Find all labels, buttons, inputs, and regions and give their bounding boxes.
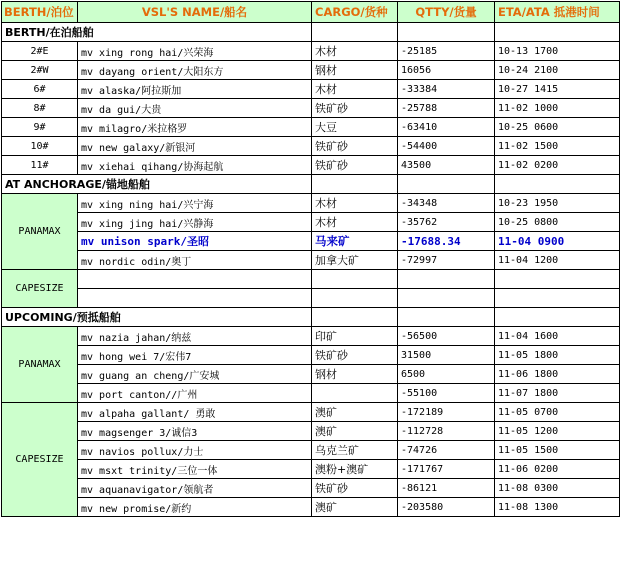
cargo-cell: 铁矿砂: [312, 99, 398, 118]
empty-cell: [398, 270, 495, 289]
section-title: AT ANCHORAGE/锚地船舶: [2, 175, 312, 194]
eta-cell: 10-25 0800: [495, 213, 620, 232]
quantity-cell: -203580: [398, 498, 495, 517]
vessel-name-cell: mv alpaha gallant/ 勇敢: [78, 403, 312, 422]
group-label: PANAMAX: [2, 327, 78, 403]
vessel-name-cell: mv new galaxy/新银河: [78, 137, 312, 156]
section-eta-empty: [495, 175, 620, 194]
vessel-row: [2, 479, 620, 498]
eta-cell: 11-06 1800: [495, 365, 620, 384]
cargo-cell: 印矿: [312, 327, 398, 346]
vessel-name-cell: mv hong wei 7/宏伟7: [78, 346, 312, 365]
quantity-cell: -72997: [398, 251, 495, 270]
quantity-cell: -74726: [398, 441, 495, 460]
eta-cell: 11-02 1000: [495, 99, 620, 118]
eta-cell: 11-02 1500: [495, 137, 620, 156]
quantity-cell: -35762: [398, 213, 495, 232]
header-vessel-name: VSL'S NAME/船名: [78, 2, 312, 23]
section-eta-empty: [495, 308, 620, 327]
quantity-cell: -86121: [398, 479, 495, 498]
berth-cell: 2#W: [2, 61, 78, 80]
empty-cell: [78, 289, 312, 308]
berth-cell: 2#E: [2, 42, 78, 61]
vessel-row: [2, 118, 620, 137]
vessel-row: [2, 194, 620, 213]
vessel-name-cell: mv unison spark/圣昭: [78, 232, 312, 251]
eta-cell: 11-08 0300: [495, 479, 620, 498]
vessel-name-cell: mv dayang orient/大阳东方: [78, 61, 312, 80]
eta-cell: 11-02 0200: [495, 156, 620, 175]
eta-cell: 10-27 1415: [495, 80, 620, 99]
vessel-name-cell: mv msxt trinity/三位一体: [78, 460, 312, 479]
vessel-row: [2, 422, 620, 441]
section-qty-empty: [398, 23, 495, 42]
vessel-row: [2, 403, 620, 422]
quantity-cell: -171767: [398, 460, 495, 479]
quantity-cell: -33384: [398, 80, 495, 99]
quantity-cell: -172189: [398, 403, 495, 422]
quantity-cell: -25788: [398, 99, 495, 118]
quantity-cell: 6500: [398, 365, 495, 384]
berth-cell: 10#: [2, 137, 78, 156]
header-berth: BERTH/泊位: [2, 2, 78, 23]
cargo-cell: 大豆: [312, 118, 398, 137]
vessel-name-cell: mv port canton//广州: [78, 384, 312, 403]
vessel-name-cell: mv navios pollux/力士: [78, 441, 312, 460]
header-cargo: CARGO/货种: [312, 2, 398, 23]
cargo-cell: 铁矿砂: [312, 479, 398, 498]
vessel-name-cell: mv xing jing hai/兴静海: [78, 213, 312, 232]
eta-cell: 11-06 0200: [495, 460, 620, 479]
berth-cell: 11#: [2, 156, 78, 175]
vessel-row: [2, 80, 620, 99]
cargo-cell: 铁矿砂: [312, 156, 398, 175]
vessel-row: [2, 232, 620, 251]
quantity-cell: -63410: [398, 118, 495, 137]
quantity-cell: -56500: [398, 327, 495, 346]
eta-cell: 11-05 1800: [495, 346, 620, 365]
vessel-row: [2, 213, 620, 232]
eta-cell: 11-05 1200: [495, 422, 620, 441]
vessel-name-cell: mv alaska/阿拉斯加: [78, 80, 312, 99]
vessel-row: [2, 42, 620, 61]
section-eta-empty: [495, 23, 620, 42]
eta-cell: 11-08 1300: [495, 498, 620, 517]
quantity-cell: -54400: [398, 137, 495, 156]
vessel-name-cell: mv milagro/米拉格罗: [78, 118, 312, 137]
vessel-row: [2, 346, 620, 365]
section-qty-empty: [398, 308, 495, 327]
section-in-berth: [2, 23, 620, 42]
vessel-name-cell: mv new promise/新约: [78, 498, 312, 517]
eta-cell: 11-05 1500: [495, 441, 620, 460]
cargo-cell: 澳矿: [312, 498, 398, 517]
section-upcoming: [2, 308, 620, 327]
cargo-cell: 加拿大矿: [312, 251, 398, 270]
vessel-name-cell: mv aquanavigator/领航者: [78, 479, 312, 498]
eta-cell: 10-23 1950: [495, 194, 620, 213]
empty-cell: [495, 270, 620, 289]
header-row: [2, 2, 620, 23]
cargo-cell: 钢材: [312, 365, 398, 384]
quantity-cell: -25185: [398, 42, 495, 61]
cargo-cell: 澳粉+澳矿: [312, 460, 398, 479]
vessel-row: [2, 137, 620, 156]
eta-cell: 11-04 1600: [495, 327, 620, 346]
eta-cell: 11-05 0700: [495, 403, 620, 422]
quantity-cell: -17688.34: [398, 232, 495, 251]
empty-row: [2, 270, 620, 289]
empty-cell: [398, 289, 495, 308]
eta-cell: 10-13 1700: [495, 42, 620, 61]
vessel-row: [2, 327, 620, 346]
vessel-row: [2, 498, 620, 517]
vessel-row: [2, 384, 620, 403]
empty-cell: [78, 270, 312, 289]
quantity-cell: -55100: [398, 384, 495, 403]
section-cargo-empty: [312, 308, 398, 327]
quantity-cell: 16056: [398, 61, 495, 80]
vessel-row: [2, 460, 620, 479]
cargo-cell: 钢材: [312, 61, 398, 80]
eta-cell: 11-04 1200: [495, 251, 620, 270]
header-quantity: QTTY/货量: [398, 2, 495, 23]
cargo-cell: 澳矿: [312, 422, 398, 441]
cargo-cell: 澳矿: [312, 403, 398, 422]
empty-cell: [312, 289, 398, 308]
cargo-cell: 木材: [312, 80, 398, 99]
section-anchorage: [2, 175, 620, 194]
empty-cell: [312, 270, 398, 289]
eta-cell: 10-24 2100: [495, 61, 620, 80]
section-title: BERTH/在泊船舶: [2, 23, 312, 42]
vessel-row: [2, 365, 620, 384]
cargo-cell: 木材: [312, 42, 398, 61]
cargo-cell: 木材: [312, 213, 398, 232]
vessel-name-cell: mv nazia jahan/纳兹: [78, 327, 312, 346]
group-label: PANAMAX: [2, 194, 78, 270]
section-cargo-empty: [312, 23, 398, 42]
vessel-schedule-table: [1, 1, 620, 517]
quantity-cell: 31500: [398, 346, 495, 365]
quantity-cell: -112728: [398, 422, 495, 441]
berth-cell: 8#: [2, 99, 78, 118]
vessel-name-cell: mv guang an cheng/广安城: [78, 365, 312, 384]
eta-cell: 11-07 1800: [495, 384, 620, 403]
vessel-name-cell: mv xing ning hai/兴宁海: [78, 194, 312, 213]
eta-cell: 11-04 0900: [495, 232, 620, 251]
cargo-cell: [312, 384, 398, 403]
vessel-row: [2, 441, 620, 460]
empty-cell: [495, 289, 620, 308]
vessel-row: [2, 156, 620, 175]
cargo-cell: 乌克兰矿: [312, 441, 398, 460]
group-label: CAPESIZE: [2, 270, 78, 308]
group-label: CAPESIZE: [2, 403, 78, 517]
cargo-cell: 铁矿砂: [312, 137, 398, 156]
cargo-cell: 木材: [312, 194, 398, 213]
section-qty-empty: [398, 175, 495, 194]
eta-cell: 10-25 0600: [495, 118, 620, 137]
empty-row: [2, 289, 620, 308]
cargo-cell: 铁矿砂: [312, 346, 398, 365]
header-eta: ETA/ATA 抵港时间: [495, 2, 620, 23]
berth-cell: 6#: [2, 80, 78, 99]
berth-cell: 9#: [2, 118, 78, 137]
vessel-row: [2, 61, 620, 80]
vessel-name-cell: mv nordic odin/奥丁: [78, 251, 312, 270]
section-cargo-empty: [312, 175, 398, 194]
vessel-name-cell: mv da gui/大贵: [78, 99, 312, 118]
quantity-cell: -34348: [398, 194, 495, 213]
vessel-row: [2, 251, 620, 270]
section-title: UPCOMING/预抵船舶: [2, 308, 312, 327]
vessel-name-cell: mv xing rong hai/兴荣海: [78, 42, 312, 61]
vessel-name-cell: mv magsenger 3/诚信3: [78, 422, 312, 441]
vessel-name-cell: mv xiehai qihang/协海起航: [78, 156, 312, 175]
vessel-row: [2, 99, 620, 118]
quantity-cell: 43500: [398, 156, 495, 175]
cargo-cell: 马来矿: [312, 232, 398, 251]
